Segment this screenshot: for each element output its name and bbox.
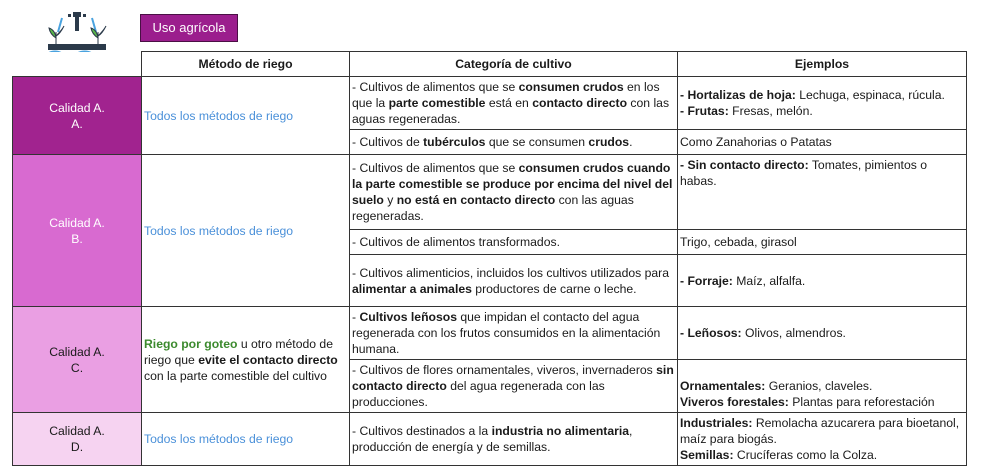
corner-cell <box>13 52 142 77</box>
metodo-a: Todos los métodos de riego <box>142 77 350 155</box>
metodo-c: Riego por goteo u otro método de riego que evite el contacto directo con la parte comestible del cultivo <box>142 307 350 413</box>
cat-b3: - Cultivos alimenticios, incluidos los cultivos utilizados para alimentar a animales productores de carne o leche. <box>350 255 678 307</box>
ej-c1: - Leñosos: Olivos, almendros. <box>678 307 967 360</box>
metodo-d: Todos los métodos de riego <box>142 413 350 466</box>
cat-a1: - Cultivos de alimentos que se consumen crudos en los que la parte comestible está en contacto directo con las aguas regeneradas. <box>350 77 678 130</box>
category-tag: Uso agrícola <box>140 14 238 42</box>
cat-d1: - Cultivos destinados a la industria no alimentaria, producción de energía y de semillas. <box>350 413 678 466</box>
ej-b3: - Forraje: Maíz, alfalfa. <box>678 255 967 307</box>
ej-a1: - Hortalizas de hoja: Lechuga, espinaca, rúcula. - Frutas: Fresas, melón. <box>678 77 967 130</box>
ej-b1: - Sin contacto directo: Tomates, pimientos o habas. <box>678 155 967 230</box>
ej-c2: Ornamentales: Geranios, claveles. Viveros forestales: Plantas para reforestación <box>678 360 967 413</box>
cat-c1: - Cultivos leñosos que impidan el contacto del agua regenerada con los frutos consumidos en la alimentación humana. <box>350 307 678 360</box>
ej-b2: Trigo, cebada, girasol <box>678 230 967 255</box>
quality-d: Calidad A. D. <box>13 413 142 466</box>
metodo-b: Todos los métodos de riego <box>142 155 350 307</box>
cat-b2: - Cultivos de alimentos transformados. <box>350 230 678 255</box>
header-ejemplos: Ejemplos <box>678 52 967 77</box>
header-metodo: Método de riego <box>142 52 350 77</box>
quality-a: Calidad A. A. <box>13 77 142 155</box>
cat-c2: - Cultivos de flores ornamentales, viveros, invernaderos sin contacto directo del agua regenerada con las producciones. <box>350 360 678 413</box>
cat-b1: - Cultivos de alimentos que se consumen crudos cuando la parte comestible se produce por encima del nivel del suelo y no está en contacto directo con las aguas regeneradas. <box>350 155 678 230</box>
ej-d1: Industriales: Remolacha azucarera para bioetanol, maíz para biogás. Semillas: Crucíferas como la Colza. <box>678 413 967 466</box>
ej-a2: Como Zanahorias o Patatas <box>678 130 967 155</box>
quality-b: Calidad A. B. <box>13 155 142 307</box>
header-categoria: Categoría de cultivo <box>350 52 678 77</box>
quality-c: Calidad A. C. <box>13 307 142 413</box>
reuse-quality-table <box>12 51 967 466</box>
cat-a2: - Cultivos de tubérculos que se consumen crudos. <box>350 130 678 155</box>
